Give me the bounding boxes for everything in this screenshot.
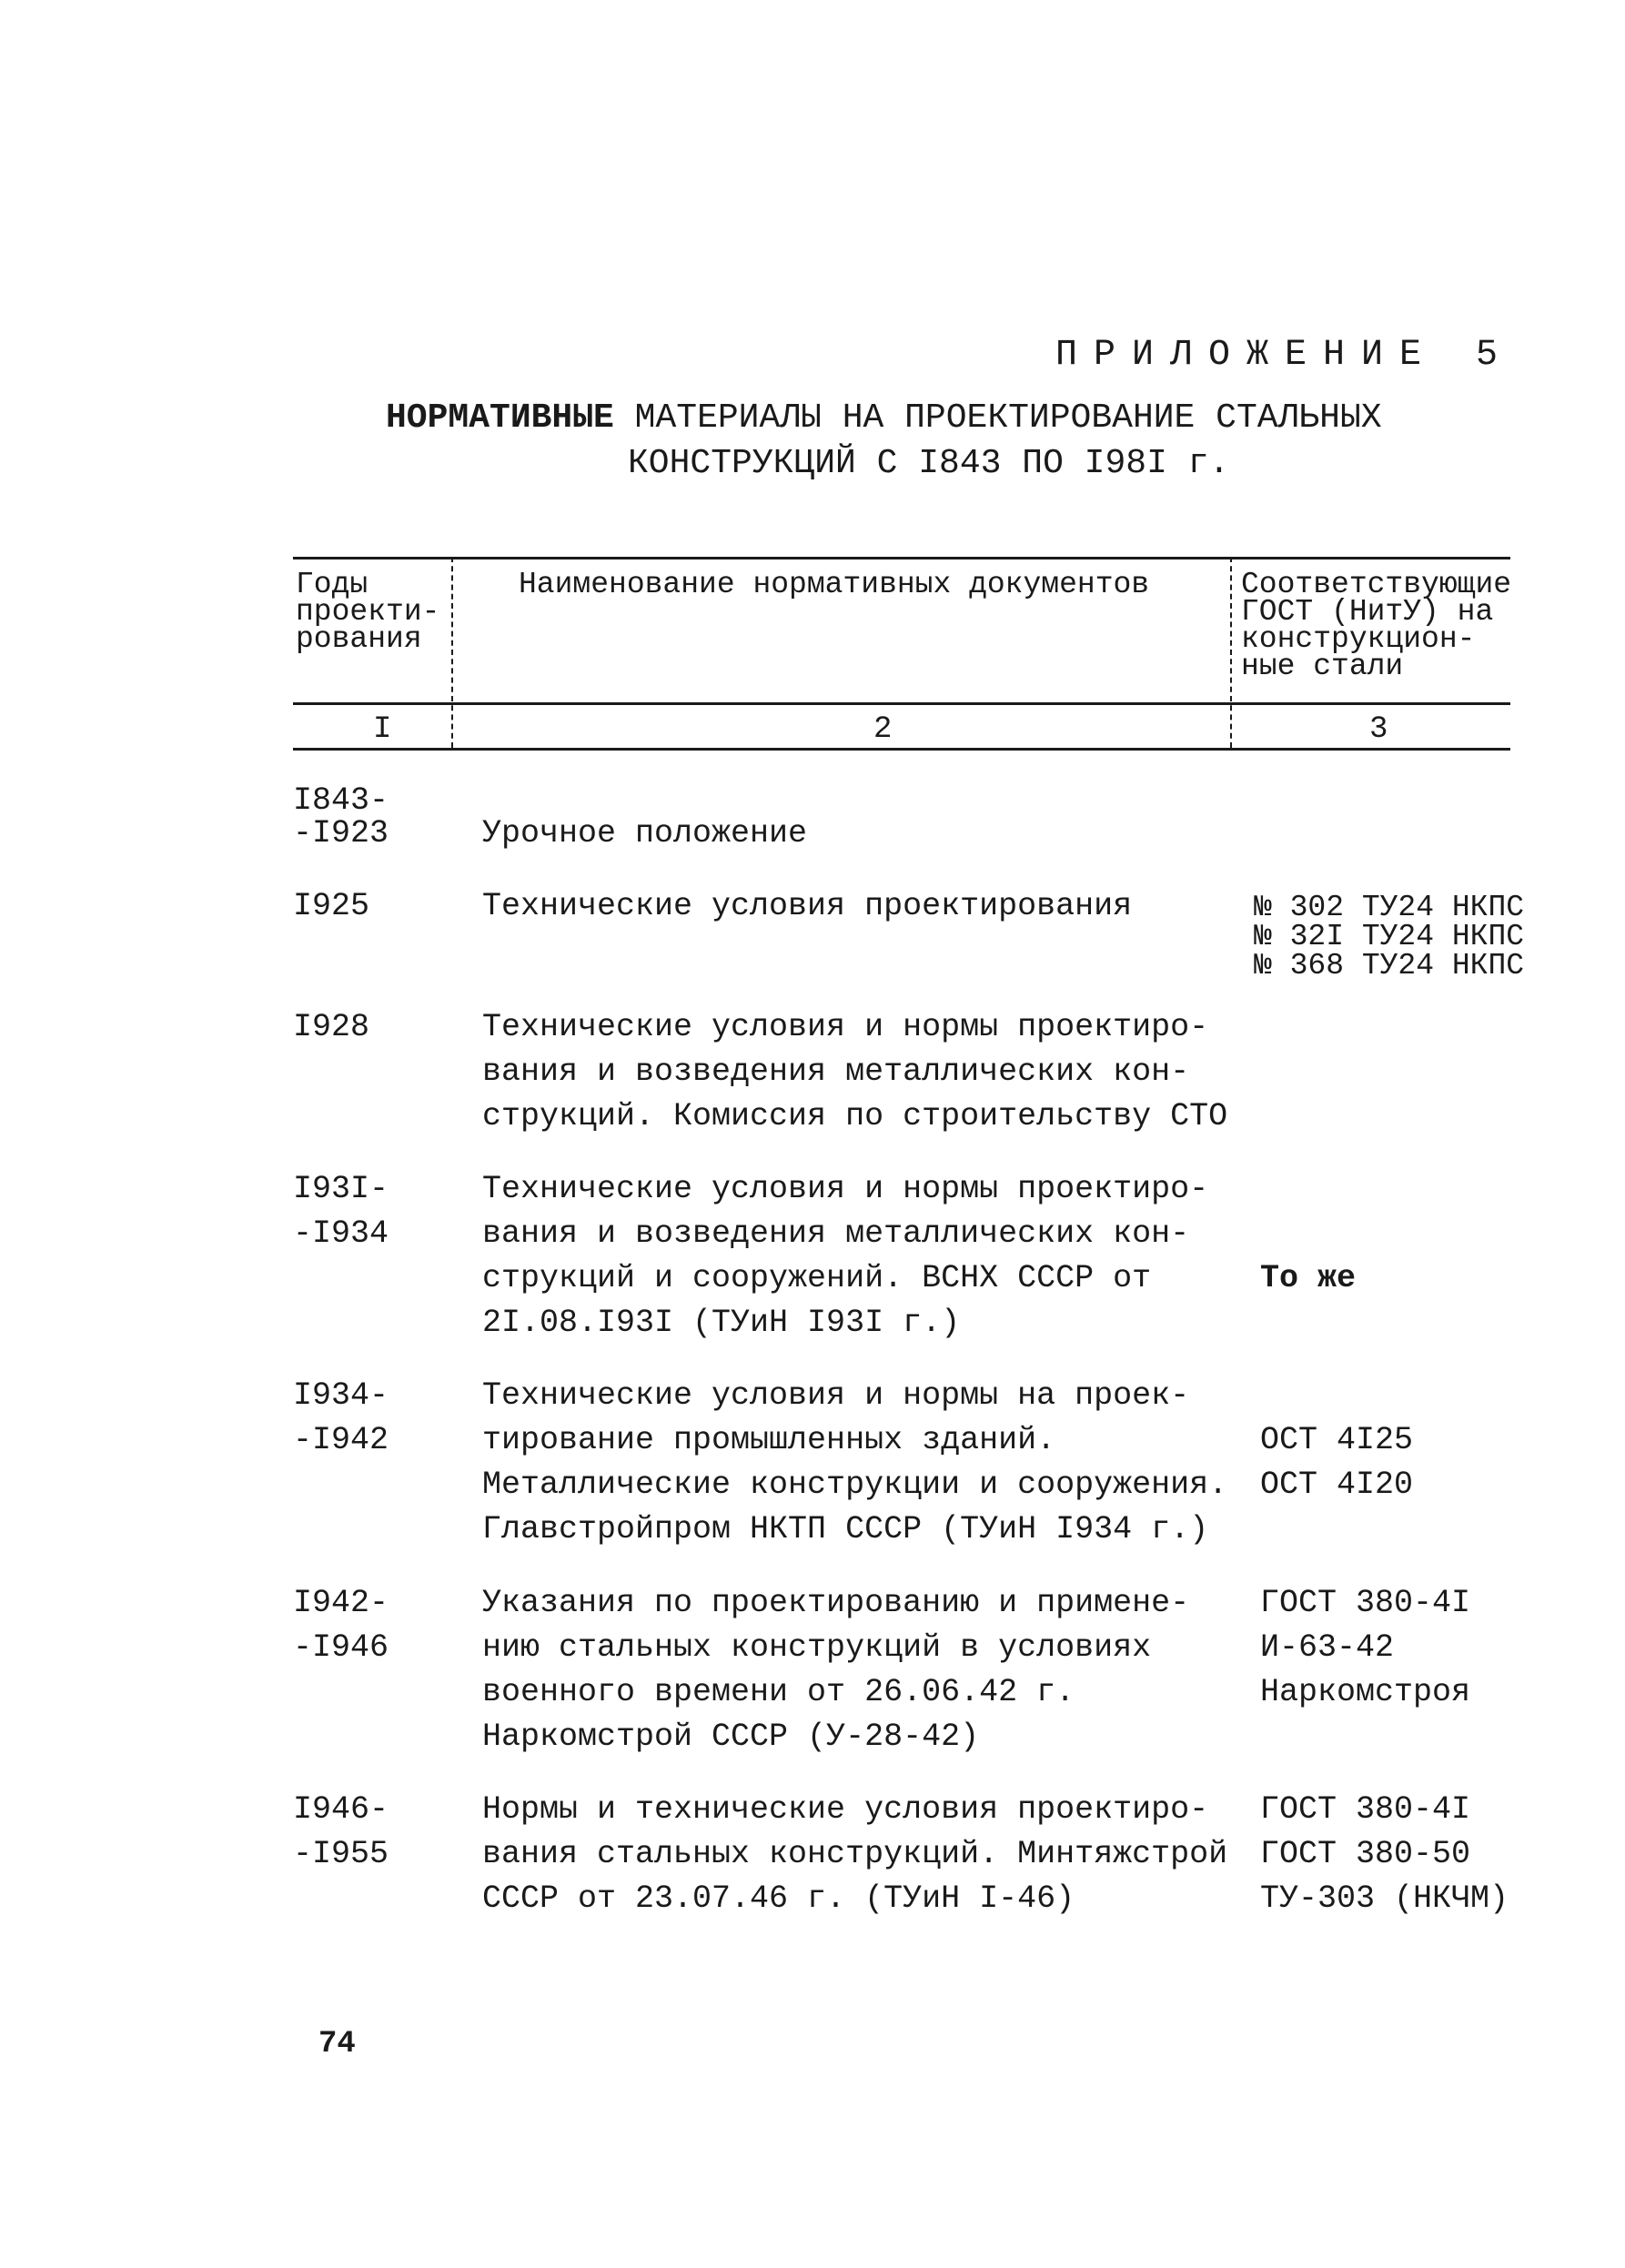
table-row-gost: ГОСТ 380-4I ГОСТ 380-50 ТУ-303 (НКЧМ) bbox=[1260, 1791, 1509, 1917]
table-header-rule bbox=[293, 702, 1510, 705]
table-row-gost: ОСТ 4I25 ОСТ 4I20 bbox=[1260, 1422, 1414, 1503]
table-top-rule bbox=[293, 557, 1510, 559]
column-number-2: 2 bbox=[873, 712, 893, 747]
table-row-years: I942- -I946 bbox=[293, 1585, 389, 1666]
column-number-3: 3 bbox=[1369, 712, 1388, 747]
table-row-document: Нормы и технические условия проектиро- вания стальных конструкций. Минтяжстрой СССР от 23.07.46 г. (ТУиН I-46) bbox=[482, 1791, 1228, 1917]
column-header-years: Годы проекти- рования bbox=[296, 568, 440, 656]
table-row-document: Технические условия и нормы проектиро- вания и возведения металлических кон- струкций и сооружений. ВСНХ СССР от 2I.08.I93I (ТУиН I93I г.) bbox=[482, 1171, 1209, 1341]
title-bold-word: НОРМАТИВНЫЕ bbox=[386, 398, 614, 438]
table-row-years: I928 bbox=[293, 1009, 370, 1045]
table-row-document: Технические условия и нормы проектиро- вания и возведения металлических кон- струкций. Комиссия по строительству СТО bbox=[482, 1009, 1228, 1134]
table-number-rule bbox=[293, 748, 1510, 751]
table-row-years: I93I- -I934 bbox=[293, 1171, 389, 1252]
table-row-gost: То же bbox=[1260, 1260, 1357, 1296]
column-divider-1 bbox=[451, 557, 453, 748]
table-row-document: Технические условия и нормы на проек- тирование промышленных зданий. Металлические конструкции и сооружения. Главстройпром НКТП СССР (ТУиН I934 г.) bbox=[482, 1377, 1228, 1547]
document-title-line-1 bbox=[386, 398, 1382, 438]
column-header-document: Наименование нормативных документов bbox=[519, 568, 1150, 601]
table-row-years: I925 bbox=[293, 888, 370, 924]
table-row-gost: № 302 ТУ24 НКПС № 32I ТУ24 НКПС № 368 ТУ24 НКПС bbox=[1254, 891, 1525, 983]
table-row-years: I946- -I955 bbox=[293, 1791, 389, 1872]
document-title-line-2: КОНСТРУКЦИЙ С I843 ПО I98I г. bbox=[628, 444, 1230, 483]
title-rest: МАТЕРИАЛЫ НА ПРОЕКТИРОВАНИЕ СТАЛЬНЫХ bbox=[634, 398, 1382, 438]
appendix-label: ПРИЛОЖЕНИЕ 5 bbox=[1055, 335, 1515, 376]
column-divider-2 bbox=[1230, 557, 1232, 748]
table-row-document: Технические условия проектирования bbox=[482, 888, 1133, 924]
table-row-document: Указания по проектированию и примене- нию стальных конструкций в условиях военного времени от 26.06.42 г. Наркомстрой СССР (У-28-42) bbox=[482, 1585, 1190, 1755]
table-row-years: I934- -I942 bbox=[293, 1377, 389, 1458]
page-number: 74 bbox=[318, 2027, 356, 2061]
column-number-1: I bbox=[373, 712, 392, 747]
table-row-years: I843- -I923 bbox=[293, 782, 389, 852]
column-header-gost: Соответствующие ГОСТ (НитУ) на конструкцион- ные стали bbox=[1241, 568, 1512, 683]
table-row-gost: ГОСТ 380-4I И-63-42 Наркомстроя bbox=[1260, 1585, 1471, 1710]
table-row-document: Урочное положение bbox=[482, 815, 808, 852]
